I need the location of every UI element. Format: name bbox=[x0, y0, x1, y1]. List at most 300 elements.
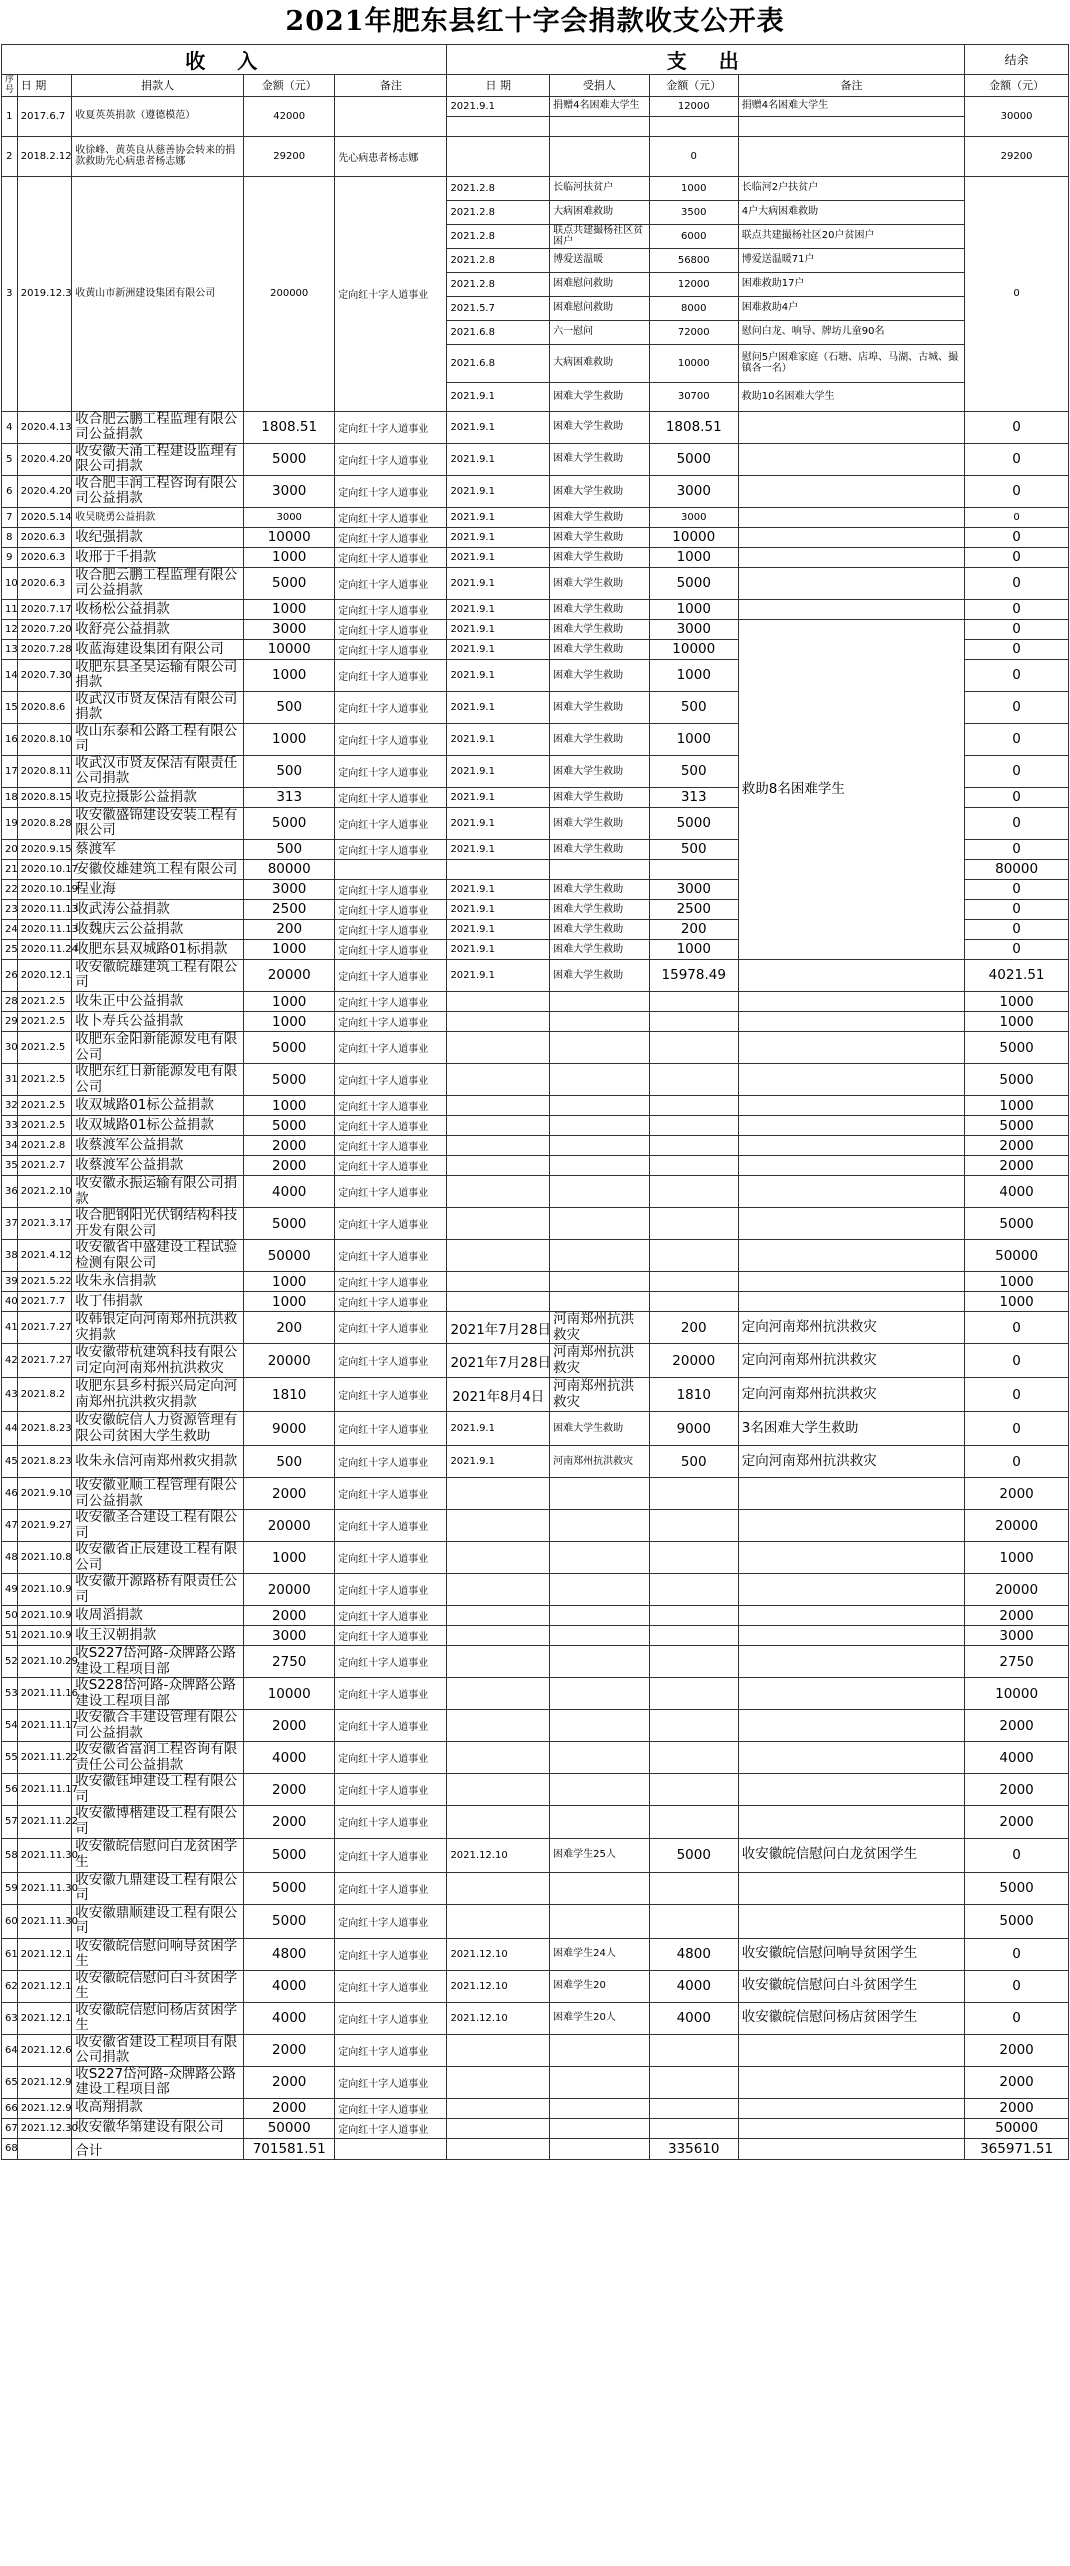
expense-date bbox=[447, 1626, 550, 1646]
income-date: 2020.4.20 bbox=[17, 475, 72, 507]
row-seq: 67 bbox=[2, 2118, 18, 2138]
expense-date: 2021.9.1 bbox=[447, 879, 550, 899]
table-row bbox=[2, 1970, 1069, 2002]
table-row bbox=[2, 2066, 1069, 2098]
expense-note bbox=[738, 2138, 964, 2159]
donor-name: 收蔡渡军公益捐款 bbox=[72, 1156, 244, 1176]
recipient-name: 河南郑州抗洪救灾 bbox=[550, 1344, 650, 1378]
income-amount: 3000 bbox=[244, 475, 335, 507]
donor-name: 收朱正中公益捐款 bbox=[72, 992, 244, 1012]
row-seq: 37 bbox=[2, 1208, 18, 1240]
expense-note bbox=[738, 1064, 964, 1096]
row-seq: 11 bbox=[2, 599, 18, 619]
income-amount: 20000 bbox=[244, 1574, 335, 1606]
balance-amount: 2000 bbox=[965, 1156, 1069, 1176]
balance-amount: 1000 bbox=[965, 1012, 1069, 1032]
row-seq: 33 bbox=[2, 1116, 18, 1136]
income-note: 定向红十字人道事业 bbox=[335, 899, 447, 919]
expense-date: 2021.9.1 bbox=[447, 443, 550, 475]
balance-amount: 0 bbox=[965, 2002, 1069, 2034]
table-row bbox=[2, 1710, 1069, 1742]
row-seq: 58 bbox=[2, 1838, 18, 1872]
income-note: 定向红十字人道事业 bbox=[335, 1710, 447, 1742]
balance-amount: 0 bbox=[965, 919, 1069, 939]
row-seq: 3 bbox=[2, 176, 18, 411]
recipient-name: 困难大学生救助 bbox=[550, 839, 650, 859]
row-seq: 68 bbox=[2, 2138, 18, 2159]
income-amount: 3000 bbox=[244, 879, 335, 899]
balance-amount: 5000 bbox=[965, 1064, 1069, 1096]
recipient-name: 困难大学生救助 bbox=[550, 807, 650, 839]
expense-date: 2021年8月4日 bbox=[447, 1378, 550, 1412]
expense-amount bbox=[649, 1116, 738, 1136]
donor-name: 收安徽皖雄建筑工程有限公司 bbox=[72, 959, 244, 991]
income-note: 定向红十字人道事业 bbox=[335, 787, 447, 807]
expense-date bbox=[447, 2066, 550, 2098]
expense-note bbox=[738, 1574, 964, 1606]
recipient-name bbox=[550, 1240, 650, 1272]
income-note: 定向红十字人道事业 bbox=[335, 1904, 447, 1938]
expense-date bbox=[447, 1156, 550, 1176]
balance-amount: 5000 bbox=[965, 1872, 1069, 1904]
expense-section-title: 支 出 bbox=[447, 45, 965, 75]
expense-amount: 10000 bbox=[649, 527, 738, 547]
donor-name: 收蓝海建设集团有限公司 bbox=[72, 639, 244, 659]
income-date: 2021.8.23 bbox=[17, 1412, 72, 1446]
recipient-name bbox=[550, 1678, 650, 1710]
income-amount: 1000 bbox=[244, 1272, 335, 1292]
expense-note: 困难救助4户 bbox=[738, 296, 964, 320]
donor-name: 收肥东县双城路01标捐款 bbox=[72, 939, 244, 959]
balance-amount: 1000 bbox=[965, 1292, 1069, 1312]
donor-name: 收夏英英捐款（遵德模范） bbox=[72, 96, 244, 136]
row-seq: 48 bbox=[2, 1542, 18, 1574]
balance-amount: 1000 bbox=[965, 992, 1069, 1012]
income-date: 2021.11.22 bbox=[17, 1742, 72, 1774]
balance-amount: 2000 bbox=[965, 1478, 1069, 1510]
expense-note: 4户大病困难救助 bbox=[738, 200, 964, 224]
balance-amount: 4021.51 bbox=[965, 959, 1069, 991]
balance-amount: 4000 bbox=[965, 1742, 1069, 1774]
income-amount: 2500 bbox=[244, 899, 335, 919]
table-row bbox=[2, 176, 1069, 200]
recipient-name bbox=[550, 1176, 650, 1208]
expense-amount bbox=[649, 859, 738, 879]
expense-date: 2021.9.1 bbox=[447, 507, 550, 527]
expense-amount bbox=[649, 1774, 738, 1806]
income-note: 定向红十字人道事业 bbox=[335, 1240, 447, 1272]
expense-date: 2021.9.1 bbox=[447, 691, 550, 723]
row-seq: 1 bbox=[2, 96, 18, 136]
income-note: 定向红十字人道事业 bbox=[335, 443, 447, 475]
balance-section-title: 结余 bbox=[965, 45, 1069, 75]
recipient-name bbox=[550, 1510, 650, 1542]
income-date: 2021.12.30 bbox=[17, 2118, 72, 2138]
table-row bbox=[2, 1938, 1069, 1970]
donor-name: 收合肥钢阳光伏钢结构科技开发有限公司 bbox=[72, 1208, 244, 1240]
table-row bbox=[2, 959, 1069, 991]
balance-amount: 80000 bbox=[965, 859, 1069, 879]
expense-date: 2021.9.1 bbox=[447, 939, 550, 959]
recipient-name: 长临河扶贫户 bbox=[550, 176, 650, 200]
balance-amount: 5000 bbox=[965, 1116, 1069, 1136]
expense-note: 收安徽皖信慰问响导贫困学生 bbox=[738, 1938, 964, 1970]
expense-note bbox=[738, 527, 964, 547]
donor-name: 收肥东红日新能源发电有限公司 bbox=[72, 1064, 244, 1096]
recipient-name bbox=[550, 1096, 650, 1116]
balance-amount: 5000 bbox=[965, 1208, 1069, 1240]
income-amount: 20000 bbox=[244, 1344, 335, 1378]
donor-name: 收合肥云鹏工程监理有限公司公益捐款 bbox=[72, 567, 244, 599]
recipient-name: 困难慰问救助 bbox=[550, 296, 650, 320]
expense-date: 2021.6.8 bbox=[447, 344, 550, 382]
header-date: 日 期 bbox=[17, 75, 72, 97]
donor-name: 收安徽圣合建设工程有限公司 bbox=[72, 1510, 244, 1542]
expense-amount bbox=[649, 116, 738, 136]
expense-date: 2021.9.1 bbox=[447, 411, 550, 443]
total-expense: 335610 bbox=[649, 2138, 738, 2159]
income-date: 2020.6.3 bbox=[17, 547, 72, 567]
income-note: 定向红十字人道事业 bbox=[335, 1272, 447, 1292]
income-amount: 5000 bbox=[244, 567, 335, 599]
donor-name: 收纪强捐款 bbox=[72, 527, 244, 547]
income-note: 定向红十字人道事业 bbox=[335, 1838, 447, 1872]
header-expense-date: 日 期 bbox=[447, 75, 550, 97]
header-seq: 序号 bbox=[2, 75, 18, 97]
row-seq: 9 bbox=[2, 547, 18, 567]
expense-note: 收安徽皖信慰问白龙贫困学生 bbox=[738, 1838, 964, 1872]
expense-date: 2021.2.8 bbox=[447, 176, 550, 200]
expense-amount: 500 bbox=[649, 839, 738, 859]
recipient-name bbox=[550, 1136, 650, 1156]
income-note: 定向红十字人道事业 bbox=[335, 2098, 447, 2118]
income-amount: 1000 bbox=[244, 1012, 335, 1032]
recipient-name: 困难大学生救助 bbox=[550, 382, 650, 411]
expense-amount bbox=[649, 1096, 738, 1116]
income-amount: 4800 bbox=[244, 1938, 335, 1970]
expense-date: 2021.2.8 bbox=[447, 200, 550, 224]
income-amount: 5000 bbox=[244, 1872, 335, 1904]
expense-amount: 1810 bbox=[649, 1378, 738, 1412]
balance-amount: 2750 bbox=[965, 1646, 1069, 1678]
row-seq: 28 bbox=[2, 992, 18, 1012]
row-seq: 43 bbox=[2, 1378, 18, 1412]
recipient-name bbox=[550, 1012, 650, 1032]
income-date: 2020.7.28 bbox=[17, 639, 72, 659]
row-seq: 49 bbox=[2, 1574, 18, 1606]
donor-name: 收杨松公益捐款 bbox=[72, 599, 244, 619]
balance-amount: 50000 bbox=[965, 2118, 1069, 2138]
expense-amount: 500 bbox=[649, 1446, 738, 1478]
table-row bbox=[2, 547, 1069, 567]
row-seq: 20 bbox=[2, 839, 18, 859]
table-row bbox=[2, 475, 1069, 507]
balance-amount: 0 bbox=[965, 475, 1069, 507]
income-amount: 200000 bbox=[244, 176, 335, 411]
income-note: 定向红十字人道事业 bbox=[335, 1312, 447, 1344]
income-date bbox=[17, 2138, 72, 2159]
row-seq: 52 bbox=[2, 1646, 18, 1678]
donor-name: 收双城路01标公益捐款 bbox=[72, 1096, 244, 1116]
donor-name: 收朱永信河南郑州救灾捐款 bbox=[72, 1446, 244, 1478]
expense-date: 2021.9.1 bbox=[447, 899, 550, 919]
income-date: 2020.9.15 bbox=[17, 839, 72, 859]
expense-note bbox=[738, 1606, 964, 1626]
income-date: 2021.10.8 bbox=[17, 1542, 72, 1574]
expense-note bbox=[738, 1478, 964, 1510]
expense-date bbox=[447, 1742, 550, 1774]
income-date: 2021.10.9 bbox=[17, 1626, 72, 1646]
expense-note bbox=[738, 2098, 964, 2118]
income-date: 2021.12.9 bbox=[17, 2066, 72, 2098]
table-row bbox=[2, 1240, 1069, 1272]
expense-note bbox=[738, 1012, 964, 1032]
expense-note bbox=[738, 1806, 964, 1838]
table-body bbox=[2, 45, 1069, 2160]
recipient-name: 博爱送温暖 bbox=[550, 248, 650, 272]
page-title: 2021年肥东县红十字会捐款收支公开表 bbox=[285, 6, 785, 37]
balance-amount: 2000 bbox=[965, 1606, 1069, 1626]
expense-date: 2021.9.1 bbox=[447, 639, 550, 659]
income-note: 定向红十字人道事业 bbox=[335, 567, 447, 599]
donor-name: 收安徽鼎顺建设工程有限公司 bbox=[72, 1904, 244, 1938]
income-amount: 3000 bbox=[244, 507, 335, 527]
expense-note: 慰问白龙、响导、牌坊儿童90名 bbox=[738, 320, 964, 344]
recipient-name bbox=[550, 1606, 650, 1626]
expense-note: 困难救助17户 bbox=[738, 272, 964, 296]
table-row bbox=[2, 2002, 1069, 2034]
donor-name: 收S227岱河路-众牌路公路建设工程项目部 bbox=[72, 2066, 244, 2098]
row-seq: 25 bbox=[2, 939, 18, 959]
recipient-name: 困难大学生救助 bbox=[550, 899, 650, 919]
income-amount: 3000 bbox=[244, 619, 335, 639]
recipient-name: 困难学生25人 bbox=[550, 1838, 650, 1872]
row-seq: 66 bbox=[2, 2098, 18, 2118]
donor-name: 收丁伟捐款 bbox=[72, 1292, 244, 1312]
income-note: 定向红十字人道事业 bbox=[335, 1116, 447, 1136]
income-date: 2021.2.5 bbox=[17, 1096, 72, 1116]
expense-amount: 12000 bbox=[649, 272, 738, 296]
table-row bbox=[2, 1806, 1069, 1838]
income-note: 定向红十字人道事业 bbox=[335, 1478, 447, 1510]
expense-date: 2021年7月28日 bbox=[447, 1344, 550, 1378]
table-row bbox=[2, 992, 1069, 1012]
recipient-name: 六一慰问 bbox=[550, 320, 650, 344]
row-seq: 44 bbox=[2, 1412, 18, 1446]
income-date: 2021.8.2 bbox=[17, 1378, 72, 1412]
expense-amount: 5000 bbox=[649, 807, 738, 839]
expense-date bbox=[447, 2034, 550, 2066]
balance-amount: 4000 bbox=[965, 1176, 1069, 1208]
expense-amount: 10000 bbox=[649, 344, 738, 382]
table-row bbox=[2, 1838, 1069, 1872]
recipient-name: 困难大学生救助 bbox=[550, 547, 650, 567]
recipient-name: 困难大学生救助 bbox=[550, 527, 650, 547]
expense-date: 2021.9.1 bbox=[447, 839, 550, 859]
row-seq: 6 bbox=[2, 475, 18, 507]
row-seq: 65 bbox=[2, 2066, 18, 2098]
income-date: 2020.8.11 bbox=[17, 755, 72, 787]
balance-amount: 2000 bbox=[965, 2034, 1069, 2066]
expense-note bbox=[738, 992, 964, 1012]
balance-amount: 0 bbox=[965, 899, 1069, 919]
expense-amount bbox=[649, 1240, 738, 1272]
expense-amount: 3000 bbox=[649, 879, 738, 899]
expense-amount: 4000 bbox=[649, 1970, 738, 2002]
expense-note bbox=[738, 1710, 964, 1742]
recipient-name: 困难大学生救助 bbox=[550, 919, 650, 939]
expense-date: 2021.9.1 bbox=[447, 959, 550, 991]
table-row bbox=[2, 527, 1069, 547]
row-seq: 56 bbox=[2, 1774, 18, 1806]
expense-note bbox=[738, 1208, 964, 1240]
table-row bbox=[2, 1478, 1069, 1510]
income-amount: 2000 bbox=[244, 1478, 335, 1510]
income-note: 定向红十字人道事业 bbox=[335, 1806, 447, 1838]
table-row bbox=[2, 1742, 1069, 1774]
recipient-name: 河南郑州抗洪救灾 bbox=[550, 1446, 650, 1478]
donor-name: 收肥东金阳新能源发电有限公司 bbox=[72, 1032, 244, 1064]
balance-amount: 0 bbox=[965, 619, 1069, 639]
income-amount: 5000 bbox=[244, 1064, 335, 1096]
recipient-name bbox=[550, 1156, 650, 1176]
donor-name: 收安徽开源路桥有限责任公司 bbox=[72, 1574, 244, 1606]
income-date: 2021.10.9 bbox=[17, 1574, 72, 1606]
recipient-name bbox=[550, 992, 650, 1012]
income-date: 2020.5.14 bbox=[17, 507, 72, 527]
row-seq: 62 bbox=[2, 1970, 18, 2002]
income-amount: 2000 bbox=[244, 2066, 335, 2098]
header-donor: 捐款人 bbox=[72, 75, 244, 97]
row-seq: 17 bbox=[2, 755, 18, 787]
income-note: 定向红十字人道事业 bbox=[335, 1742, 447, 1774]
donor-name: 收安徽亚顺工程管理有限公司公益捐款 bbox=[72, 1478, 244, 1510]
expense-amount: 3000 bbox=[649, 507, 738, 527]
income-note: 定向红十字人道事业 bbox=[335, 1938, 447, 1970]
row-seq: 41 bbox=[2, 1312, 18, 1344]
recipient-name: 困难大学生救助 bbox=[550, 619, 650, 639]
table-row bbox=[2, 1344, 1069, 1378]
income-date: 2021.3.17 bbox=[17, 1208, 72, 1240]
income-date: 2021.7.7 bbox=[17, 1292, 72, 1312]
income-amount: 2750 bbox=[244, 1646, 335, 1678]
table-row bbox=[2, 96, 1069, 116]
expense-date bbox=[447, 1678, 550, 1710]
total-balance: 365971.51 bbox=[965, 2138, 1069, 2159]
income-amount: 1808.51 bbox=[244, 411, 335, 443]
income-amount: 4000 bbox=[244, 1176, 335, 1208]
donor-name: 收安徽皖信慰问响导贫困学生 bbox=[72, 1938, 244, 1970]
expense-amount bbox=[649, 1606, 738, 1626]
income-date: 2020.6.3 bbox=[17, 567, 72, 599]
income-date: 2020.4.13 bbox=[17, 411, 72, 443]
income-amount: 1000 bbox=[244, 1542, 335, 1574]
income-amount: 500 bbox=[244, 691, 335, 723]
row-seq: 5 bbox=[2, 443, 18, 475]
donor-name: 收王汉朝捐款 bbox=[72, 1626, 244, 1646]
expense-note: 3名困难大学生救助 bbox=[738, 1412, 964, 1446]
income-date: 2020.8.6 bbox=[17, 691, 72, 723]
recipient-name: 联点共建撮杨社区贫困户 bbox=[550, 224, 650, 248]
income-note: 定向红十字人道事业 bbox=[335, 1626, 447, 1646]
table-row bbox=[2, 1606, 1069, 1626]
income-amount: 2000 bbox=[244, 1156, 335, 1176]
recipient-name bbox=[550, 1478, 650, 1510]
income-note: 定向红十字人道事业 bbox=[335, 1136, 447, 1156]
expense-amount bbox=[649, 1646, 738, 1678]
income-note: 定向红十字人道事业 bbox=[335, 807, 447, 839]
row-seq: 63 bbox=[2, 2002, 18, 2034]
donor-name: 收吴晓勇公益捐款 bbox=[72, 507, 244, 527]
expense-date bbox=[447, 2098, 550, 2118]
income-amount: 1000 bbox=[244, 599, 335, 619]
balance-amount: 0 bbox=[965, 599, 1069, 619]
expense-amount bbox=[649, 1136, 738, 1156]
table-row bbox=[2, 1510, 1069, 1542]
expense-note bbox=[738, 1240, 964, 1272]
recipient-name: 困难大学生救助 bbox=[550, 567, 650, 599]
donor-name: 收安徽博楷建设工程有限公司 bbox=[72, 1806, 244, 1838]
recipient-name bbox=[550, 136, 650, 176]
total-label: 合计 bbox=[72, 2138, 244, 2159]
expense-date: 2021.9.1 bbox=[447, 787, 550, 807]
recipient-name: 困难大学生救助 bbox=[550, 723, 650, 755]
balance-amount: 0 bbox=[965, 1312, 1069, 1344]
income-date: 2021.12.9 bbox=[17, 2098, 72, 2118]
expense-date: 2021.9.1 bbox=[447, 723, 550, 755]
donor-name: 收韩银定向河南郑州抗洪救灾捐款 bbox=[72, 1312, 244, 1344]
recipient-name bbox=[550, 1542, 650, 1574]
expense-amount: 5000 bbox=[649, 567, 738, 599]
balance-amount: 0 bbox=[965, 1446, 1069, 1478]
income-note: 定向红十字人道事业 bbox=[335, 939, 447, 959]
income-amount: 42000 bbox=[244, 96, 335, 136]
expense-amount: 5000 bbox=[649, 1838, 738, 1872]
income-date: 2021.2.10 bbox=[17, 1176, 72, 1208]
income-date: 2021.12.1 bbox=[17, 1938, 72, 1970]
income-amount: 50000 bbox=[244, 2118, 335, 2138]
expense-date bbox=[447, 2118, 550, 2138]
donor-name: 收舒亮公益捐款 bbox=[72, 619, 244, 639]
table-row bbox=[2, 443, 1069, 475]
table-row bbox=[2, 1574, 1069, 1606]
table-row bbox=[2, 1156, 1069, 1176]
expense-date: 2021.12.10 bbox=[447, 1838, 550, 1872]
recipient-name: 困难大学生救助 bbox=[550, 959, 650, 991]
expense-note bbox=[738, 1096, 964, 1116]
donor-name: 收安徽皖信慰问白斗贫困学生 bbox=[72, 1970, 244, 2002]
income-amount: 4000 bbox=[244, 2002, 335, 2034]
expense-amount: 500 bbox=[649, 691, 738, 723]
income-date: 2021.5.22 bbox=[17, 1272, 72, 1292]
expense-date bbox=[447, 1272, 550, 1292]
income-note: 定向红十字人道事业 bbox=[335, 1872, 447, 1904]
donor-name: 收武汉市贤友保洁有限责任公司捐款 bbox=[72, 755, 244, 787]
balance-amount: 0 bbox=[965, 567, 1069, 599]
income-note: 定向红十字人道事业 bbox=[335, 691, 447, 723]
balance-amount: 10000 bbox=[965, 1678, 1069, 1710]
row-seq: 16 bbox=[2, 723, 18, 755]
donor-name: 收克拉摄影公益捐款 bbox=[72, 787, 244, 807]
expense-date bbox=[447, 1064, 550, 1096]
balance-amount: 2000 bbox=[965, 2066, 1069, 2098]
row-seq: 4 bbox=[2, 411, 18, 443]
income-date: 2021.12.1 bbox=[17, 2002, 72, 2034]
expense-date bbox=[447, 116, 550, 136]
row-seq: 57 bbox=[2, 1806, 18, 1838]
recipient-name: 困难慰问救助 bbox=[550, 272, 650, 296]
header-balance-amount: 金额（元） bbox=[965, 75, 1069, 97]
